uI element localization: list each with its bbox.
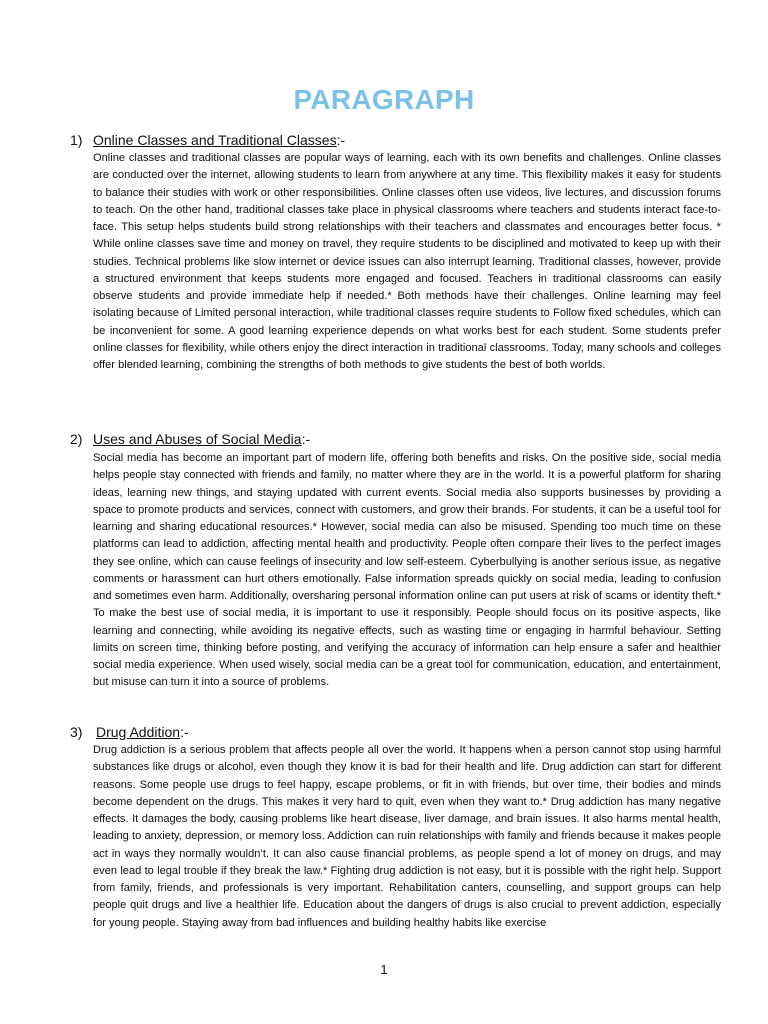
section-heading: [70, 724, 189, 740]
section-title: Uses and Abuses of Social Media: [93, 431, 302, 447]
section-number: 1): [70, 132, 83, 148]
section-heading: [70, 132, 345, 148]
section-title: Online Classes and Traditional Classes: [93, 132, 337, 148]
section-body: Social media has become an important part of modern life, offering both benefits and risks. On the positive side, social media helps people stay connected with friends and family, no matter where they are in the world. It is a powerful platform for sharing ideas, learning new things, and staying updated with current events. Social media also supports businesses by providing a space to promote products and services, connect with customers, and grow their brands. For students, it can be a useful tool for learning and sharing educational resources.* However, social media can also be misused. Spending too much time on these platforms can lead to addiction, affecting mental health and productivity. People often compare their lives to the perfect images they see online, which can cause feelings of insecurity and low self-esteem. Cyberbullying is another serious issue, as negative comments or harassment can hurt others emotionally. False information spreads quickly on social media, leading to confusion and sometimes even harm. Additionally, oversharing personal information online can put users at risk of scams or identity theft.* To make the best use of social media, it is important to use it responsibly. People should focus on its positive aspects, like learning and connecting, while avoiding its negative effects, such as wasting time or engaging in harmful behaviour. Setting limits on screen time, thinking before posting, and verifying the accuracy of information can help ensure a safer and healthier social media experience. When used wisely, social media can be a great tool for communication, education, and entertainment, but misuse can turn it into a source of problems.: [93, 452, 721, 689]
section-body: Online classes and traditional classes are popular ways of learning, each with its own benefits and challenges. Online classes are conducted over the internet, allowing students to learn from anywhere at any time. This flexibility makes it easy for students to balance their studies with work or other responsibilities. Online classes often use videos, live lectures, and discussion forums to teach. On the other hand, traditional classes take place in physical classrooms where teachers and students interact face-to-face. This setup helps students build strong relationships with their teachers and classmates and encourages better focus. * While online classes save time and money on travel, they require students to be disciplined and motivated to keep up with their studies. Technical problems like slow internet or device issues can also interrupt learning. Traditional classes, however, provide a structured environment that keeps students more engaged and focused. Teachers in traditional classrooms can easily observe students and provide immediate help if needed.* Both methods have their challenges. Online learning may feel isolating because of Limited personal interaction, while traditional classes require students to Follow fixed schedules, which can be inconvenient for some. A good learning experience depends on what works best for each student. Some students prefer online classes for flexibility, while others enjoy the direct interaction in traditional classrooms. Today, many schools and colleges offer blended learning, combining the strengths of both methods to give students the best of both worlds.: [93, 152, 721, 371]
page-number: 1: [380, 962, 388, 977]
section-heading: [70, 431, 310, 447]
section-body: Drug addiction is a serious problem that affects people all over the world. It happens when a person cannot stop using harmful substances like drugs or alcohol, even though they know it is bad for their health and life. Drug addiction can start for different reasons. Some people use drugs to feel happy, escape problems, or fit in with friends, but over time, their bodies and minds become dependent on the drugs. This makes it very hard to quit, even when they want to.* Drug addiction has many negative effects. It damages the body, causing problems like heart disease, liver damage, and brain issues. It also harms mental health, leading to anxiety, depression, or memory loss. Addiction can ruin relationships with family and friends because it makes people act in ways they normally wouldn’t. It can also cause financial problems, as people spend a lot of money on drugs, and may even lead to legal trouble if they break the law.* Fighting drug addiction is not easy, but it is possible with the right help. Support from family, friends, and professionals is very important. Rehabilitation canters, counselling, and support groups can help people quit drugs and live a healthier life. Education about the dangers of drugs is also crucial to prevent addiction, especially for young people. Staying away from bad influences and building healthy habits like exercise: [93, 744, 721, 929]
section-number: 2): [70, 431, 83, 447]
section-number: 3): [70, 724, 83, 740]
section-title-suffix: :-: [301, 431, 311, 447]
page-title: PARAGRAPH: [293, 84, 475, 115]
section-title: Drug Addition: [96, 724, 181, 740]
section-title-suffix: :-: [180, 724, 189, 740]
section-title-suffix: :-: [336, 132, 346, 148]
